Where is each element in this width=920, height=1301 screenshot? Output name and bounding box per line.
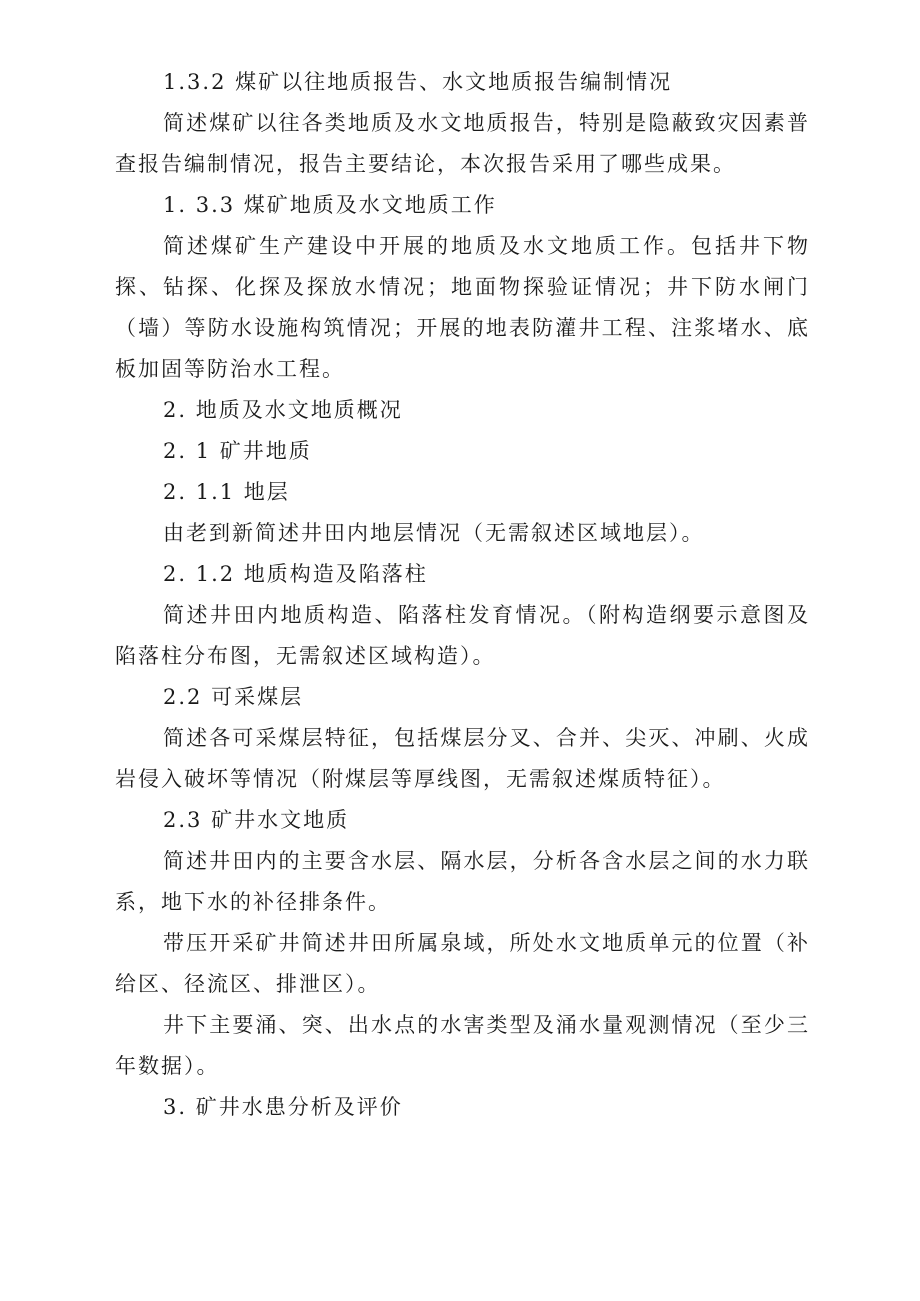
paragraph: 由老到新简述井田内地层情况（无需叙述区域地层）。 <box>163 521 705 545</box>
section-heading-2-3: 2.3 矿井水文地质 <box>163 808 350 832</box>
section-heading-1-3-3: 1. 3.3 煤矿地质及水文地质工作 <box>163 193 497 217</box>
paragraph: 简述煤矿以往各类地质及水文地质报告，特别是隐蔽致灾因素普查报告编制情况，报告主要结论，本次报告采用了哪些成果。 <box>115 111 810 176</box>
document-body <box>115 62 810 1128</box>
section-heading-2-2: 2.2 可采煤层 <box>163 685 304 709</box>
paragraph: 简述井田内的主要含水层、隔水层，分析各含水层之间的水力联系，地下水的补径排条件。 <box>115 849 810 914</box>
paragraph: 井下主要涌、突、出水点的水害类型及涌水量观测情况（至少三 年数据）。 <box>115 1013 810 1078</box>
paragraph: 简述井田内地质构造、陷落柱发育情况。（附构造纲要示意图及陷落柱分布图，无需叙述区域构造）。 <box>115 603 810 668</box>
paragraph: 简述煤矿生产建设中开展的地质及水文地质工作。包括井下物探、钻探、化探及探放水情况；地面物探验证情况；井下防水闸门（墙）等防水设施构筑情况；开展的地表防灌井工程、注浆堵水、底板加固等防治水工程。 <box>115 234 810 381</box>
section-heading-2-1: 2. 1 矿井地质 <box>163 439 312 463</box>
paragraph: 简述各可采煤层特征，包括煤层分叉、合并、尖灭、冲刷、火成岩侵入破坏等情况（附煤层等厚线图，无需叙述煤质特征）。 <box>115 726 810 791</box>
section-heading-2-1-2: 2. 1.2 地质构造及陷落柱 <box>163 562 428 586</box>
paragraph: 带压开采矿井简述井田所属泉域，所处水文地质单元的位置（补给区、径流区、排泄区）。 <box>115 931 810 996</box>
section-heading-3: 3. 矿井水患分析及评价 <box>163 1095 403 1119</box>
section-heading-2: 2. 地质及水文地质概况 <box>163 398 403 422</box>
section-heading-1-3-2: 1.3.2 煤矿以往地质报告、水文地质报告编制情况 <box>163 70 673 94</box>
section-heading-2-1-1: 2. 1.1 地层 <box>163 480 290 504</box>
